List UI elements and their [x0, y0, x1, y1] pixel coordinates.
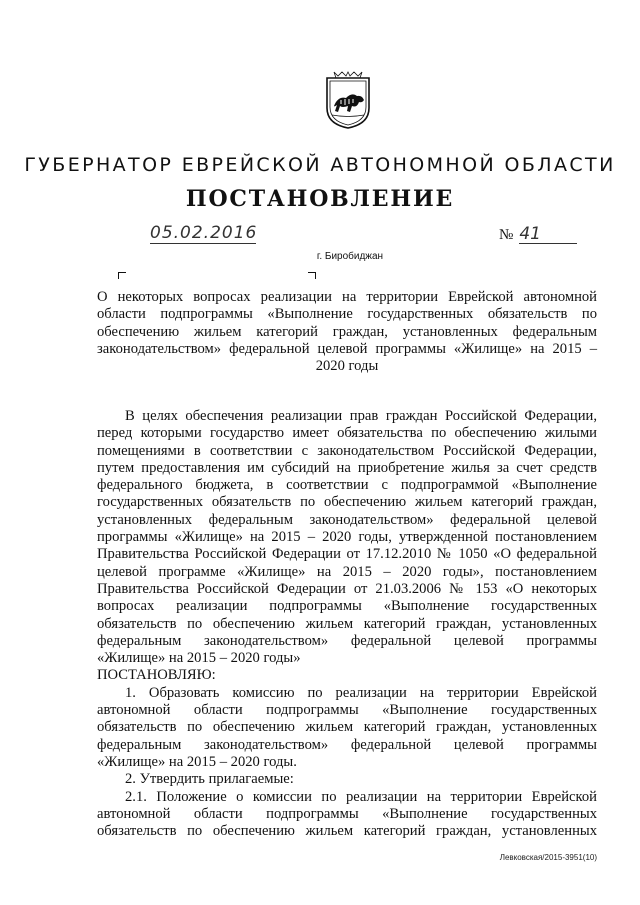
document-title [97, 289, 597, 375]
body-line: В целях обеспечения реализации прав граждан Российской Федерации, [125, 408, 597, 424]
coat-of-arms-icon [324, 70, 372, 130]
body-line: 2. Утвердить прилагаемые: [125, 771, 294, 788]
body-line: федерального бюджета, в соответствии с подпрограммой «Выполнение [97, 477, 597, 494]
title-line: О некоторых вопросах реализации на территории Еврейской автономной [97, 289, 597, 305]
executor-note: Левковская/2015-3951(10) [499, 853, 597, 862]
body-line: обязательств по обеспечению жильем категорий граждан, установленных [97, 615, 597, 632]
body-line: программы «Жилище» на 2015 – 2020 годы, утвержденной постановлением [97, 529, 597, 546]
body-line: обязательств по обеспечению жильем категорий граждан, установленных [97, 719, 597, 736]
title-line: 2020 годы [315, 358, 379, 375]
document-body [97, 408, 597, 840]
body-line: 1. Образовать комиссию по реализации на территории Еврейской [125, 684, 597, 701]
body-line: федеральным законодательством» федеральной целевой программы [97, 632, 597, 649]
title-line: законодательством» федеральной целевой программы «Жилище» на 2015 – [97, 340, 597, 357]
city-name: г. Биробиджан [316, 251, 384, 262]
body-line: помещениями в соответствии с законодательством Российской Федерации, [97, 442, 597, 459]
body-line: «Жилище» на 2015 – 2020 годы. [97, 753, 297, 770]
title-bracket-right [308, 272, 316, 279]
title-line: области подпрограммы «Выполнение государственных обязательств по [97, 306, 597, 323]
resolution-heading: ПОСТАНОВЛЯЮ: [97, 667, 216, 684]
body-line: установленных федеральным законодательством» федеральной целевой [97, 511, 597, 528]
body-line: автономной области подпрограммы «Выполнение государственных [97, 805, 597, 822]
body-line: путем предоставления им субсидий на приобретение жилья за счет средств [97, 459, 597, 476]
body-line: государственных обязательств по обеспечению жильем категорий граждан, [97, 494, 597, 511]
number-sign: № [499, 227, 514, 243]
body-line: перед которыми государство имеет обязательства по обеспечению жилыми [97, 425, 597, 442]
document-number: 41 [519, 225, 577, 244]
title-line: обеспечению жильем категорий граждан, установленных федеральным [97, 323, 597, 340]
body-line: вопросах реализации подпрограммы «Выполнение государственных [97, 598, 597, 615]
body-line: Правительства Российской Федерации от 17.12.2010 № 1050 «О федеральной [97, 546, 597, 563]
body-line: «Жилище» на 2015 – 2020 годы» [97, 650, 301, 667]
body-line: Правительства Российской Федерации от 21.03.2006 № 153 «О некоторых [97, 580, 597, 597]
body-line: 2.1. Положение о комиссии по реализации на территории Еврейской [125, 788, 597, 805]
title-bracket-left [118, 272, 126, 279]
document-type: ПОСТАНОВЛЕНИЕ [185, 186, 455, 212]
body-line: обязательств по обеспечению жильем категорий граждан, установленных [97, 823, 597, 840]
body-line: целевой программе «Жилище» на 2015 – 2020 годы», постановлением [97, 563, 597, 580]
document-number-block [499, 225, 577, 244]
issuing-authority: ГУБЕРНАТОР ЕВРЕЙСКОЙ АВТОНОМНОЙ ОБЛАСТИ [24, 154, 616, 176]
body-line: федеральным законодательством» федеральной целевой программы [97, 736, 597, 753]
body-line: автономной области подпрограммы «Выполнение государственных [97, 702, 597, 719]
document-date: 05.02.2016 [150, 223, 258, 243]
